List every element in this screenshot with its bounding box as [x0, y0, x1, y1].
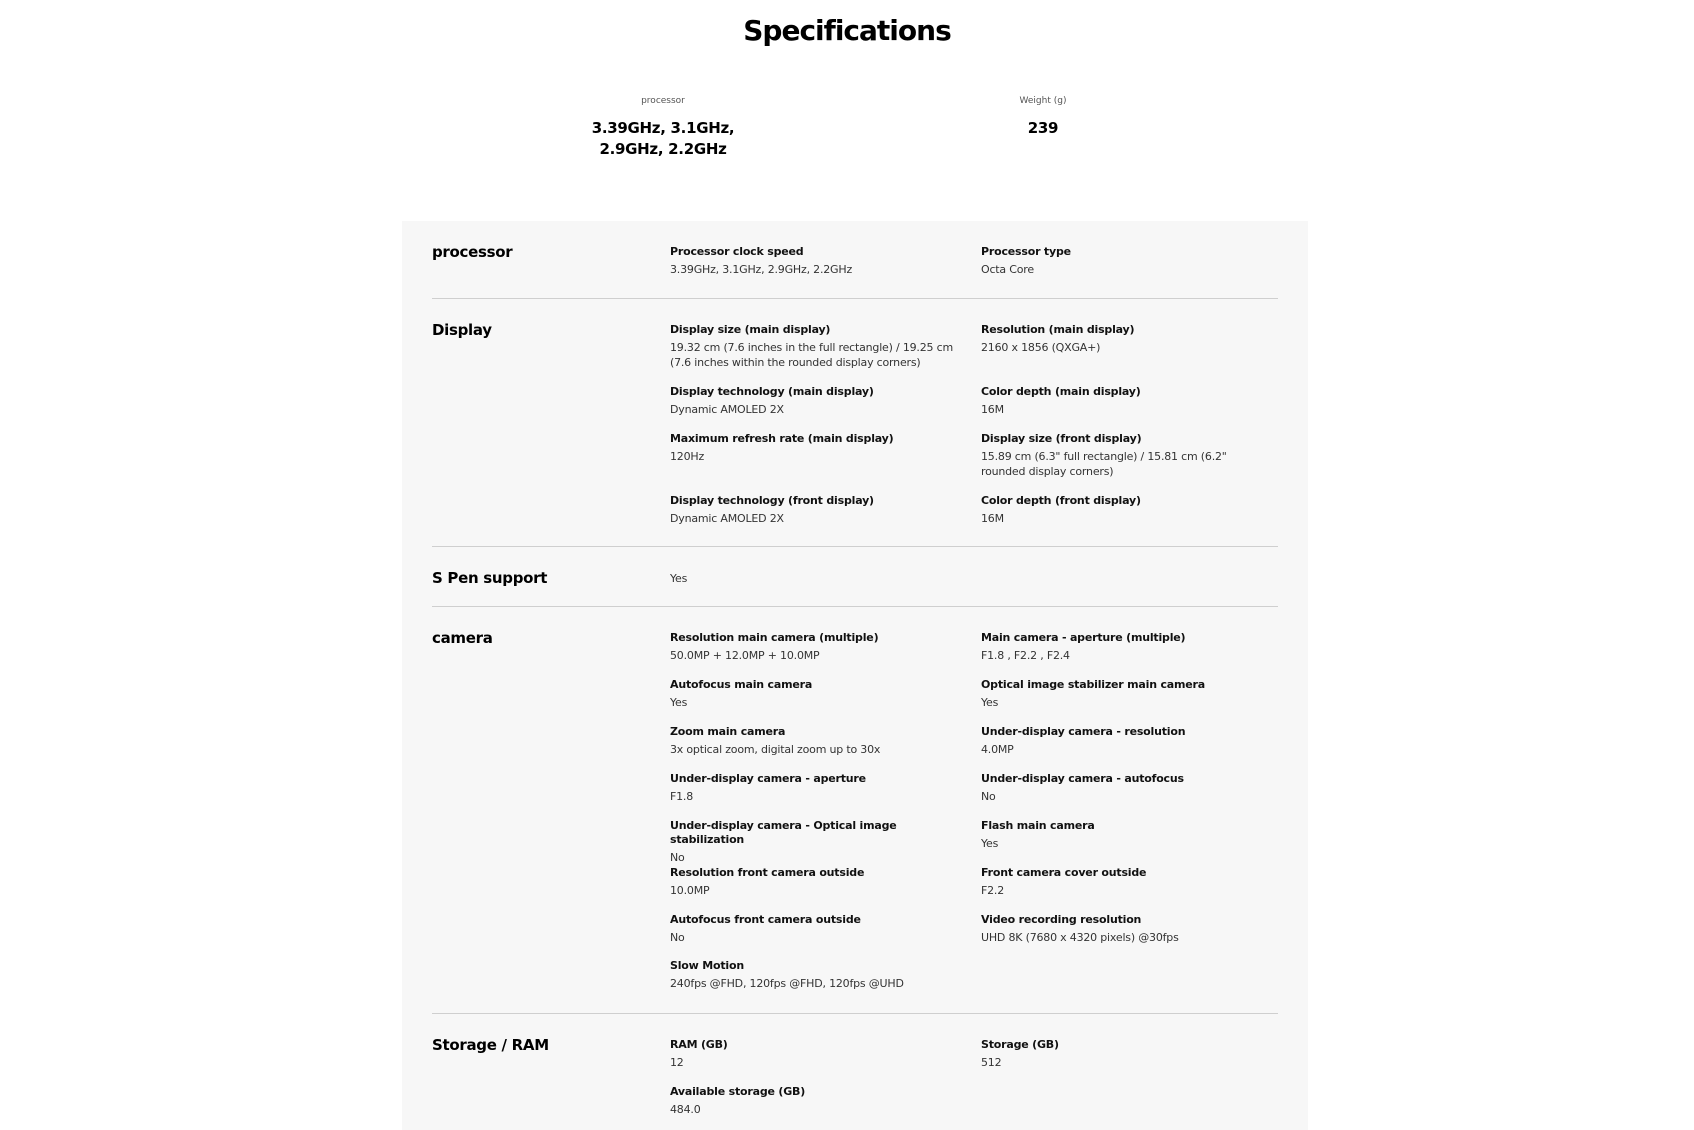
spec-value: F2.2 [981, 884, 1005, 897]
spec-value: Dynamic AMOLED 2X [670, 403, 784, 416]
section-title: processor [432, 243, 513, 261]
section-divider [432, 298, 1278, 299]
section-storage [432, 1036, 1278, 1126]
spec-item [981, 819, 1271, 851]
spec-label: Autofocus front camera outside [670, 913, 861, 926]
spec-value: 2160 x 1856 (QXGA+) [981, 341, 1101, 354]
spec-label: Under-display camera - Optical image stabilization [670, 819, 897, 846]
spec-item [981, 323, 1271, 355]
spec-item [670, 323, 960, 370]
section-processor [432, 243, 1278, 293]
spec-label: Processor type [981, 245, 1071, 258]
spec-value: No [670, 851, 685, 864]
spec-item [670, 1085, 960, 1117]
spec-item [981, 772, 1271, 804]
spec-label: Slow Motion [670, 959, 744, 972]
spec-value: 3.39GHz, 3.1GHz, 2.9GHz, 2.2GHz [670, 263, 853, 276]
highlight-processor [533, 96, 793, 160]
spec-item [981, 385, 1271, 417]
section-display [432, 321, 1278, 541]
spec-value: Yes [670, 696, 688, 709]
spec-value: F1.8 [670, 790, 694, 803]
spec-item [670, 494, 960, 526]
spec-label: Main camera - aperture (multiple) [981, 631, 1186, 644]
spec-label: Front camera cover outside [981, 866, 1147, 879]
section-title: camera [432, 629, 493, 647]
spec-value: 15.89 cm (6.3" full rectangle) / 15.81 cm (6.2" rounded display corners) [981, 450, 1227, 478]
spec-item [670, 631, 960, 663]
specifications-panel [402, 221, 1308, 1130]
spec-value: Yes [981, 696, 999, 709]
spec-item [670, 819, 960, 865]
spec-item [670, 245, 960, 277]
spec-label: Display size (front display) [981, 432, 1142, 445]
section-title: Display [432, 321, 492, 339]
spec-item [981, 725, 1271, 757]
spec-label: Autofocus main camera [670, 678, 813, 691]
spec-label: Display size (main display) [670, 323, 831, 336]
spec-value: 512 [981, 1056, 1002, 1069]
spec-item [670, 432, 960, 464]
spec-label: Under-display camera - autofocus [981, 772, 1184, 785]
section-camera [432, 629, 1278, 999]
spec-label: Display technology (main display) [670, 385, 874, 398]
spec-label: Flash main camera [981, 819, 1095, 832]
section-divider [432, 1013, 1278, 1014]
highlight-label: processor [641, 96, 685, 106]
spec-label: Storage (GB) [981, 1038, 1059, 1051]
spec-value: 10.0MP [670, 884, 710, 897]
spec-item [981, 866, 1271, 898]
spec-value: UHD 8K (7680 x 4320 pixels) @30fps [981, 931, 1179, 944]
spec-item [981, 1038, 1271, 1070]
spec-label: Video recording resolution [981, 913, 1142, 926]
spec-value: Octa Core [981, 263, 1034, 276]
spec-label: Resolution (main display) [981, 323, 1135, 336]
spec-label: Under-display camera - aperture [670, 772, 866, 785]
spec-label: Zoom main camera [670, 725, 786, 738]
spec-item [670, 678, 960, 710]
spec-value: 12 [670, 1056, 684, 1069]
spec-item [981, 432, 1271, 479]
spec-value: 3x optical zoom, digital zoom up to 30x [670, 743, 881, 756]
spec-item [981, 678, 1271, 710]
spec-value: 50.0MP + 12.0MP + 10.0MP [670, 649, 820, 662]
spec-value: 120Hz [670, 450, 705, 463]
spec-item [670, 385, 960, 417]
section-divider [432, 606, 1278, 607]
spec-label: RAM (GB) [670, 1038, 728, 1051]
spec-value: Dynamic AMOLED 2X [670, 512, 784, 525]
spec-value: 4.0MP [981, 743, 1014, 756]
spec-label: Resolution main camera (multiple) [670, 631, 879, 644]
spec-value: Yes [670, 572, 688, 585]
spec-value: No [981, 790, 996, 803]
spec-value: 16M [981, 403, 1004, 416]
spec-label: Processor clock speed [670, 245, 804, 258]
spec-label: Available storage (GB) [670, 1085, 806, 1098]
spec-label: Under-display camera - resolution [981, 725, 1186, 738]
spec-item [670, 913, 960, 945]
section-divider [432, 546, 1278, 547]
section-s-pen [432, 569, 1278, 604]
page-title: Specifications [743, 14, 951, 47]
highlight-weight [913, 96, 1173, 139]
spec-item [981, 913, 1271, 945]
spec-item [670, 1038, 960, 1070]
spec-item [981, 245, 1271, 277]
spec-item [670, 571, 960, 586]
spec-value: 484.0 [670, 1103, 701, 1116]
spec-label: Optical image stabilizer main camera [981, 678, 1205, 691]
spec-item [670, 772, 960, 804]
spec-label: Color depth (main display) [981, 385, 1141, 398]
spec-item [981, 494, 1271, 526]
spec-value: 19.32 cm (7.6 inches in the full rectangle) / 19.25 cm (7.6 inches within the rounded display corners) [670, 341, 953, 369]
highlight-label: Weight (g) [1019, 96, 1067, 106]
section-title: S Pen support [432, 569, 548, 587]
spec-value: 240fps @FHD, 120fps @FHD, 120fps @UHD [670, 977, 904, 990]
spec-label: Display technology (front display) [670, 494, 874, 507]
spec-value: No [670, 931, 685, 944]
spec-value: 16M [981, 512, 1004, 525]
spec-item [981, 631, 1271, 663]
highlight-value: 239 [1027, 119, 1059, 137]
highlight-value: 3.39GHz, 3.1GHz, 2.9GHz, 2.2GHz [591, 119, 735, 158]
spec-item [670, 866, 960, 898]
spec-item [670, 959, 960, 991]
spec-label: Resolution front camera outside [670, 866, 865, 879]
spec-label: Maximum refresh rate (main display) [670, 432, 894, 445]
spec-item [670, 725, 960, 757]
spec-value: F1.8 , F2.2 , F2.4 [981, 649, 1070, 662]
spec-value: Yes [981, 837, 999, 850]
section-title: Storage / RAM [432, 1036, 549, 1054]
spec-label: Color depth (front display) [981, 494, 1141, 507]
